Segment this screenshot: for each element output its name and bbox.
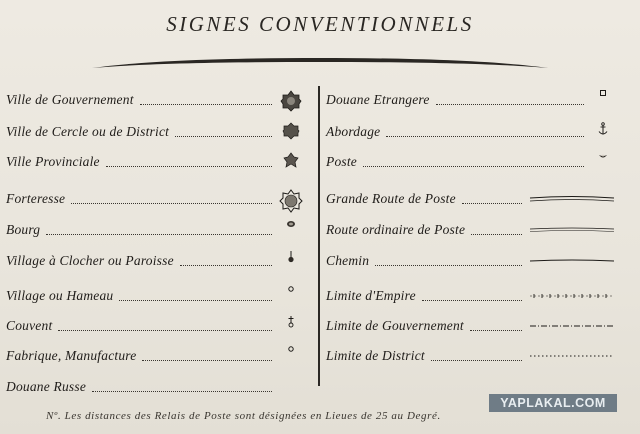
leader-dots	[375, 265, 522, 266]
legend-item	[6, 316, 304, 336]
legend-item-label: Village à Clocher ou Paroisse	[6, 253, 174, 268]
small-fortified-town-icon	[278, 152, 304, 172]
legend-item-label: Forteresse	[6, 191, 66, 206]
cross-border-line-icon	[528, 286, 616, 306]
fortress-icon	[278, 189, 304, 209]
leader-dots	[180, 265, 272, 266]
legend-item-label: Bourg	[6, 222, 41, 237]
single-line-icon	[528, 251, 616, 271]
square-icon	[590, 90, 616, 110]
legend-item	[6, 377, 304, 397]
footnote: Nº. Les distances des Relais de Poste sont désignées en Lieues de 25 au Degré.	[46, 410, 441, 422]
leader-dots	[363, 166, 584, 167]
legend-item	[326, 90, 616, 110]
legend-item	[326, 251, 616, 271]
legend-item	[6, 346, 304, 366]
watermark: YAPLAKAL.COM	[489, 394, 617, 412]
legend-item-label: Limite de Gouvernement	[326, 318, 464, 333]
legend-item	[6, 286, 304, 306]
double-line-thin-icon	[528, 220, 616, 240]
legend-item-label: Ville de Cercle ou de District	[6, 124, 170, 139]
dash-dot-line-icon	[528, 316, 616, 336]
legend-item-label: Grande Route de Poste	[326, 191, 456, 206]
legend-item	[6, 251, 304, 271]
large-fortified-town-icon	[278, 90, 304, 110]
legend-item	[6, 189, 304, 209]
legend-item-label: Limite de District	[326, 348, 425, 363]
legend-item-label: Fabrique, Manufacture	[6, 348, 137, 363]
legend-item	[326, 152, 616, 172]
steeple-icon	[278, 251, 304, 271]
leader-dots	[92, 391, 272, 392]
small-dot-icon	[278, 346, 304, 366]
legend-item-label: Douane Russe	[6, 379, 87, 394]
legend-item-label: Ville Provinciale	[6, 154, 100, 169]
small-dot-icon	[278, 286, 304, 306]
leader-dots	[431, 360, 522, 361]
leader-dots	[471, 234, 522, 235]
post-horn-icon	[590, 152, 616, 172]
column-divider	[318, 86, 320, 386]
legend-item-label: Village ou Hameau	[6, 288, 114, 303]
legend-item	[326, 122, 616, 142]
legend-item-label: Limite d'Empire	[326, 288, 416, 303]
legend-item-label: Poste	[326, 154, 357, 169]
leader-dots	[140, 104, 272, 105]
legend-item	[6, 122, 304, 142]
legend-item	[326, 346, 616, 366]
legend-item	[326, 316, 616, 336]
legend-item-label: Douane Etrangere	[326, 92, 430, 107]
cross-icon	[278, 316, 304, 336]
oval-dot-icon	[278, 220, 304, 240]
leader-dots	[422, 300, 522, 301]
leader-dots	[386, 136, 584, 137]
leader-dots	[462, 203, 522, 204]
legend-title: SIGNES CONVENTIONNELS	[166, 12, 474, 36]
leader-dots	[46, 234, 272, 235]
fortified-town-icon	[278, 122, 304, 142]
leader-dots	[58, 330, 272, 331]
leader-dots	[106, 166, 272, 167]
legend-item	[326, 220, 616, 240]
leader-dots	[175, 136, 272, 137]
leader-dots	[119, 300, 272, 301]
legend-item-label: Chemin	[326, 253, 370, 268]
legend-item-label: Abordage	[326, 124, 381, 139]
legend-item	[326, 286, 616, 306]
legend-item	[6, 90, 304, 110]
double-line-icon	[528, 189, 616, 209]
leader-dots	[436, 104, 584, 105]
dotted-line-icon	[528, 346, 616, 366]
leader-dots	[142, 360, 272, 361]
title-swash-ornament	[90, 52, 550, 74]
anchor-icon	[590, 122, 616, 142]
leader-dots	[71, 203, 272, 204]
legend-item-label: Ville de Gouvernement	[6, 92, 134, 107]
legend-item	[6, 220, 304, 240]
legend-item	[326, 189, 616, 209]
legend-item	[6, 152, 304, 172]
legend-item-label: Route ordinaire de Poste	[326, 222, 466, 237]
legend-item-label: Couvent	[6, 318, 53, 333]
leader-dots	[470, 330, 522, 331]
